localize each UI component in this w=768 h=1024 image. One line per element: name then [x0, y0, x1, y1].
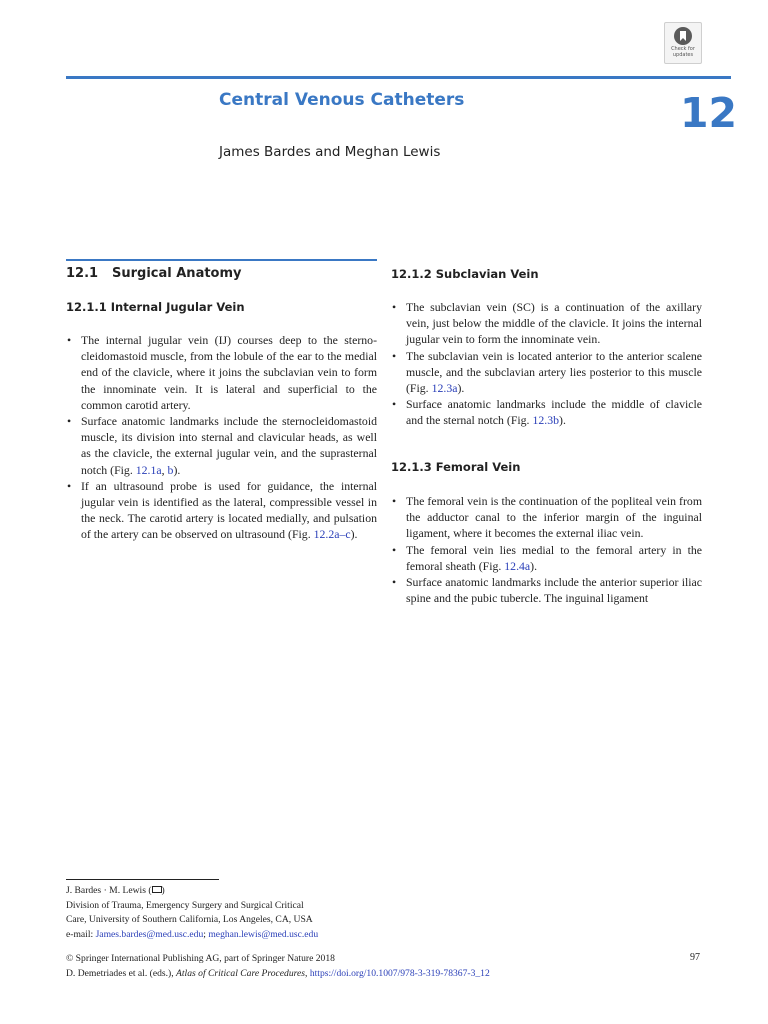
list-item: • Surface anatomic landmarks include the anterior superior iliac spine and the pubic tubercle. The inguinal ligament: [391, 574, 702, 606]
doi-link[interactable]: https://doi.org/10.1007/978-3-319-78367-3_12: [309, 967, 490, 979]
list-item: • The subclavian vein is located anterior to the anterior scalene muscle, and the subclavian artery lies posterior to this muscle (Fig. 12.3a).: [391, 348, 702, 397]
list-item: • Surface anatomic landmarks include the middle of clavicle and the sternal notch (Fig. 12.3b).: [391, 396, 702, 428]
bookmark-icon: [674, 27, 692, 45]
figure-link[interactable]: 12.2a–c: [313, 527, 351, 542]
subclavian-bullet-list: [391, 299, 702, 429]
envelope-icon: [152, 886, 162, 893]
chapter-authors: James Bardes and Meghan Lewis: [219, 144, 441, 160]
figure-link[interactable]: 12.4a: [504, 558, 531, 573]
figure-link[interactable]: 12.3b: [532, 413, 560, 428]
footnote-affiliation-line2: Care, University of Southern California, Los Angeles, CA, USA: [66, 914, 313, 925]
chapter-top-rule: [66, 76, 731, 79]
chapter-number: 12: [680, 89, 738, 137]
section-number: 12.1: [66, 266, 99, 281]
author-footnote: [66, 884, 396, 942]
copyright-line: © Springer International Publishing AG, part of Springer Nature 2018: [66, 953, 335, 964]
page-number: 97: [690, 952, 700, 963]
citation-line: D. Demetriades et al. (eds.), Atlas of Critical Care Procedures, https://doi.org/10.1007/978-3-319-78367-3_12: [66, 967, 490, 979]
badge-text-line2: updates: [672, 52, 694, 58]
list-item: • The internal jugular vein (IJ) courses deep to the sternocleidomastoid muscle, from the lobule of the ear to the medial end of the clavicle, where it joins the subclavian vein to form the innominate vein. It is lateral and superficial to the common carotid artery.: [66, 332, 377, 413]
figure-link[interactable]: b: [167, 462, 174, 477]
figure-link[interactable]: 12.1a: [135, 462, 162, 477]
femoral-bullet-list: [391, 493, 702, 606]
list-item: • The femoral vein is the continuation of the popliteal vein from the adductor canal to the inferior margin of the inguinal ligament, where it becomes the external iliac vein.: [391, 493, 702, 542]
badge-text-line1: Check for: [671, 46, 695, 52]
internal-jugular-bullet-list: [66, 332, 377, 543]
book-title: Atlas of Critical Care Procedures: [176, 967, 306, 979]
list-item: • The subclavian vein (SC) is a continuation of the axillary vein, just below the middle of the clavicle. It joins the internal jugular vein to form the innominate vein.: [391, 299, 702, 348]
check-for-updates-badge[interactable]: [664, 22, 702, 64]
list-item: • If an ultrasound probe is used for guidance, the internal jugular vein is identified as the lateral, compressible vessel in the neck. The carotid artery is located medially, and pulsation of the artery can be observed on ultrasound (Fig. 12.2a–c).: [66, 478, 377, 543]
section-heading: [66, 266, 242, 281]
list-item: • The femoral vein lies medial to the femoral artery in the femoral sheath (Fig. 12.4a).: [391, 542, 702, 574]
footnote-authors: J. Bardes · M. Lewis ( ): [66, 885, 165, 896]
footnote-email: e-mail: James.bardes@med.usc.edu; meghan.lewis@med.usc.edu: [66, 928, 319, 940]
footnote-rule: [66, 879, 219, 880]
chapter-title: Central Venous Catheters: [219, 90, 465, 110]
subsection-heading-subclavian: 12.1.2 Subclavian Vein: [391, 267, 539, 281]
copyright-block: [66, 952, 626, 981]
subsection-heading-femoral: 12.1.3 Femoral Vein: [391, 460, 521, 474]
figure-link[interactable]: 12.3a: [431, 381, 458, 396]
email-link[interactable]: meghan.lewis@med.usc.edu: [208, 928, 319, 940]
subsection-heading-internal-jugular: 12.1.1 Internal Jugular Vein: [66, 300, 245, 314]
email-link[interactable]: James.bardes@med.usc.edu: [95, 928, 204, 940]
footnote-affiliation-line1: Division of Trauma, Emergency Surgery and Surgical Critical: [66, 899, 304, 911]
list-item: • Surface anatomic landmarks include the sternocleidomastoid muscle, its division into sternal and clavicular heads, as well as the clavicle, the external jugular vein, and the suprasternal notch (Fig. 12.1a, b).: [66, 413, 377, 478]
section-rule: [66, 259, 377, 261]
section-title: Surgical Anatomy: [112, 266, 242, 281]
